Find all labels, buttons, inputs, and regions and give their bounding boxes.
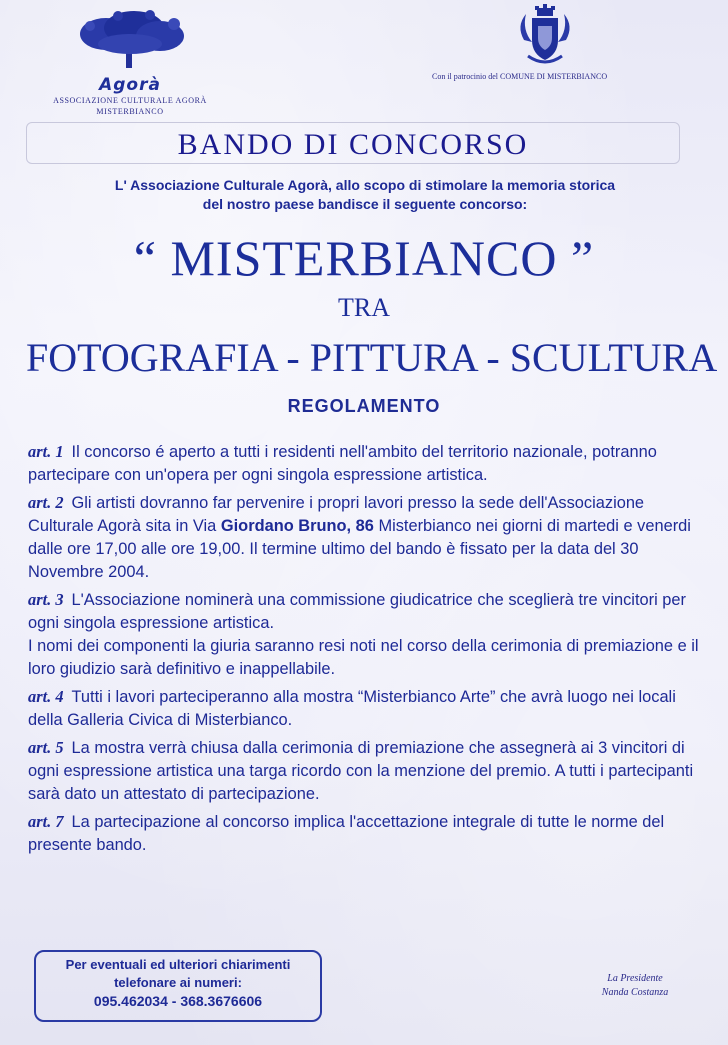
article-7	[28, 810, 708, 857]
article-4	[28, 685, 708, 732]
patronage-text: Con il patrocinio del COMUNE DI MISTERBIANCO	[432, 72, 608, 81]
signature-role: La Presidente	[607, 973, 663, 984]
article-label: art. 1	[28, 442, 64, 461]
tree-icon	[70, 10, 190, 72]
article-label: art. 2	[28, 493, 64, 512]
contact-box	[34, 950, 322, 1022]
signature-name: Nanda Costanza	[601, 987, 669, 998]
article-text: L'Associazione nominerà una commissione giudicatrice che sceglierà tre vincitori per ogni singola espressione artistica.	[28, 591, 686, 632]
article-text-continued: I nomi dei componenti la giuria saranno resi noti nel corso della cerimonia di premiazione e il loro giudizio sarà definitivo e inappellabile.	[28, 637, 699, 678]
article-text: La partecipazione al concorso implica l'accettazione integrale di tutte le norme del presente bando.	[28, 813, 665, 854]
article-text: Il concorso é aperto a tutti i residenti nell'ambito del territorio nazionale, potranno partecipare con un'opera per ogni singola espressione artistica.	[28, 443, 657, 484]
address-highlight: Giordano Bruno, 86	[220, 517, 374, 535]
article-text-continued: Misterbianco nei giorni di martedi e venerdi dalle ore 17,00 alle ore 19,00. Il termine ultimo del bando è fissato per la data del 30 Novembre 2004.	[28, 517, 691, 581]
signature-block	[580, 972, 690, 1000]
contest-name: “ MISTERBIANCO ”	[133, 230, 595, 286]
article-label: art. 4	[28, 687, 64, 706]
association-logo	[40, 10, 220, 118]
article-text: Tutti i lavori parteciperanno alla mostra “Misterbianco Arte” che avrà luogo nei locali della Galleria Civica di Misterbianco.	[28, 688, 676, 729]
article-1	[28, 440, 708, 487]
article-text: La mostra verrà chiusa dalla cerimonia di premiazione che assegnerà ai 3 vincitori di ogni espressione artistica una targa ricordo con la menzione del premio. A tutti i partecipanti sarà dato un attestato di partecipazione.	[28, 739, 694, 803]
coat-of-arms-icon	[510, 4, 580, 70]
title-frame	[26, 122, 680, 164]
article-2	[28, 491, 708, 584]
contact-phone-numbers: 095.462034 - 368.3676606	[93, 993, 263, 1009]
intro-line-1: L' Associazione Culturale Agorà, allo scopo di stimolare la memoria storica	[114, 177, 616, 193]
article-5	[28, 736, 708, 806]
contact-line-1: Per eventuali ed ulteriori chiarimenti	[65, 957, 291, 972]
intro-text	[40, 176, 690, 214]
regulation-body	[28, 440, 708, 861]
association-town: MISTERBIANCO	[96, 107, 164, 116]
article-label: art. 5	[28, 738, 64, 757]
article-text: Gli artisti dovranno far pervenire i propri lavori presso la sede dell'Associazione Culturale Agorà sita in Via	[28, 494, 645, 535]
association-name: ASSOCIAZIONE CULTURALE AGORÀ	[53, 96, 207, 105]
page-title: BANDO DI CONCORSO	[177, 128, 529, 161]
article-label: art. 7	[28, 812, 64, 831]
article-label: art. 3	[28, 590, 64, 609]
logo-wordmark: Agorà	[99, 75, 161, 95]
contest-connector: TRA	[338, 293, 390, 322]
contest-categories: FOTOGRAFIA - PITTURA - SCULTURA	[26, 335, 718, 380]
intro-line-2: del nostro paese bandisce il seguente concorso:	[202, 196, 528, 212]
article-3	[28, 588, 708, 681]
contact-line-2: telefonare ai numeri:	[114, 975, 242, 990]
regulation-heading: REGOLAMENTO	[287, 396, 441, 416]
